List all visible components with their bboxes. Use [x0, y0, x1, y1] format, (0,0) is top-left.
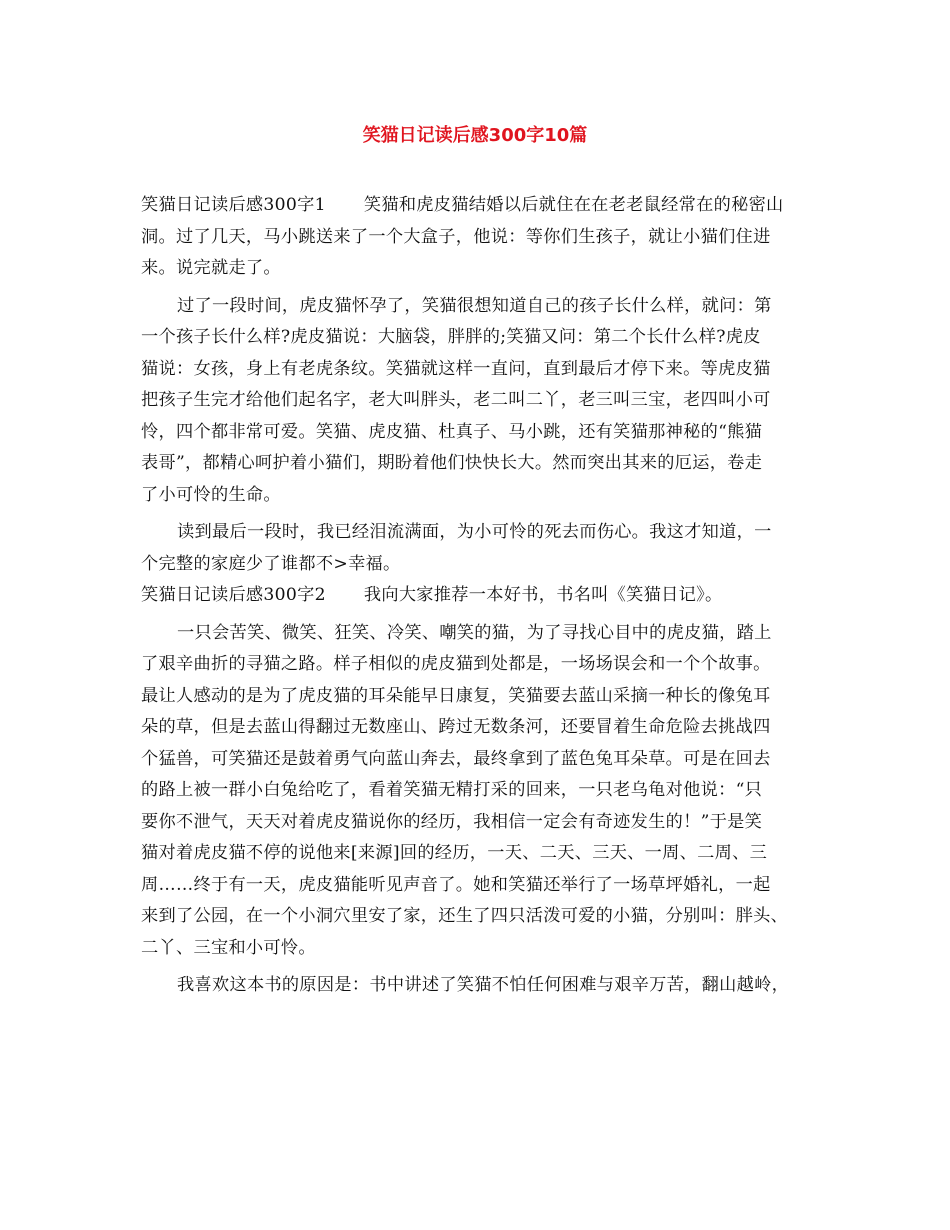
document-title: 笑猫日记读后感300字10篇: [362, 125, 588, 146]
text-line: 笑猫日记读后感300字2 我向大家推荐一本好书，书名叫《笑猫日记》。: [141, 585, 723, 605]
text-line: 过了一段时间，虎皮猫怀孕了，笑猫很想知道自己的孩子长什么样，就问：第: [177, 295, 772, 316]
text-line: 我喜欢这本书的原因是：书中讲述了笑猫不怕任何困难与艰辛万苦，翻山越岭，: [177, 975, 790, 995]
text-line: 朵的草，但是去蓝山得翻过无数座山、跨过无数条河，还要冒着生命危险去挑战四: [141, 717, 771, 737]
text-line: 的路上被一群小白兔给吃了，看着笑猫无精打采的回来，一只老乌龟对他说：“只: [141, 780, 763, 800]
text-line: 来到了公园，在一个小洞穴里安了家，还生了四只活泼可爱的小猫，分别叫：胖头、: [141, 906, 789, 926]
text-line: 周……终于有一天，虎皮猫能听见声音了。她和笑猫还举行了一场草坪婚礼，一起: [141, 874, 771, 895]
text-line: 了艰辛曲折的寻猫之路。样子相似的虎皮猫到处都是，一场场误会和一个个故事。: [141, 654, 771, 674]
text-line: 猫对着虎皮猫不停的说他来[来源]回的经历，一天、二天、三天、一周、二周、三: [141, 843, 768, 863]
text-line: 二丫、三宝和小可怜。: [141, 937, 316, 958]
text-line: 读到最后一段时，我已经泪流满面，为小可怜的死去而伤心。我这才知道，一: [177, 522, 772, 542]
text-line: 表哥”，都精心呵护着小猫们，期盼着他们快快长大。然而突出其来的厄运，卷走: [141, 453, 763, 473]
document-body: [141, 190, 813, 1002]
text-line: 个猛兽，可笑猫还是鼓着勇气向蓝山奔去，最终拿到了蓝色兔耳朵草。可是在回去: [141, 748, 771, 769]
text-line: 要你不泄气，天天对着虎皮猫说你的经历，我相信一定会有奇迹发生的！”于是笑: [141, 811, 763, 832]
section-heading: 笑猫日记读后感300字1: [141, 195, 326, 215]
text-line: 个完整的家庭少了谁都不>幸福。: [141, 553, 401, 574]
text-line: 怜，四个都非常可爱。笑猫、虎皮猫、杜真子、马小跳，还有笑猫那神秘的“熊猫: [141, 421, 763, 442]
text-line: 了小可怜的生命。: [141, 484, 281, 505]
text-line: 猫说：女孩，身上有老虎条纹。笑猫就这样一直问，直到最后才停下来。等虎皮猫: [141, 358, 771, 379]
section-heading: 笑猫日记读后感300字2: [141, 585, 326, 605]
text-line: 把孩子生完才给他们起名字，老大叫胖头，老二叫二丫，老三叫三宝，老四叫小可: [141, 390, 771, 410]
text-line: 一个孩子长什么样?虎皮猫说：大脑袋，胖胖的;笑猫又问：第二个长什么样?虎皮: [141, 327, 761, 347]
text-line: 洞。过了几天，马小跳送来了一个大盒子，他说：等你们生孩子，就让小猫们住进: [141, 226, 771, 247]
text-line: 来。说完就走了。: [141, 258, 281, 278]
text-line: 最让人感动的是为了虎皮猫的耳朵能早日康复，笑猫要去蓝山采摘一种长的像兔耳: [141, 685, 771, 706]
text-line: 笑猫日记读后感300字1 笑猫和虎皮猫结婚以后就住在在老老鼠经常在的秘密山: [141, 195, 784, 215]
text-line: 一只会苦笑、微笑、狂笑、冷笑、嘲笑的猫，为了寻找心目中的虎皮猫，踏上: [177, 622, 772, 643]
